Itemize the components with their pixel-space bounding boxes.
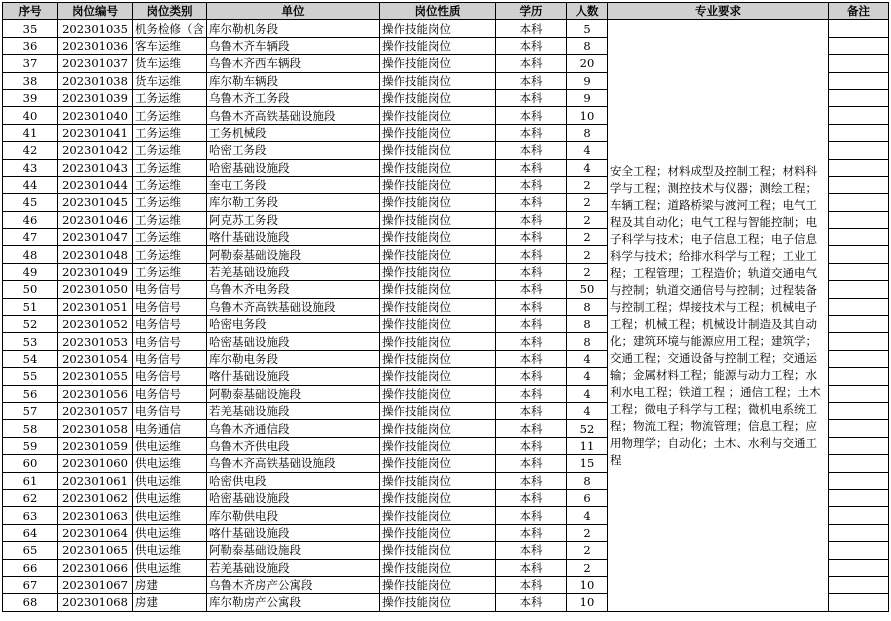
position-nature: 操作技能岗位: [380, 229, 496, 246]
headcount: 4: [567, 159, 608, 176]
header-nature: 岗位性质: [380, 3, 496, 20]
position-code: 202301049: [58, 263, 133, 280]
row-number: 35: [3, 20, 58, 37]
note-cell: [829, 142, 889, 159]
position-code: 202301056: [58, 385, 133, 402]
education: 本科: [496, 559, 567, 576]
row-number: 50: [3, 281, 58, 298]
row-number: 51: [3, 298, 58, 315]
note-cell: [829, 229, 889, 246]
position-category: 工务运维: [133, 124, 207, 141]
position-nature: 操作技能岗位: [380, 316, 496, 333]
row-number: 56: [3, 385, 58, 402]
position-nature: 操作技能岗位: [380, 246, 496, 263]
note-cell: [829, 524, 889, 541]
position-category: 供电运维: [133, 472, 207, 489]
education: 本科: [496, 107, 567, 124]
unit-name: 乌鲁木齐西车辆段: [207, 55, 380, 72]
header-no: 序号: [3, 3, 58, 20]
headcount: 8: [567, 124, 608, 141]
education: 本科: [496, 420, 567, 437]
header-row: [3, 3, 889, 20]
row-number: 64: [3, 524, 58, 541]
row-number: 37: [3, 55, 58, 72]
note-cell: [829, 437, 889, 454]
position-nature: 操作技能岗位: [380, 20, 496, 37]
position-code: 202301065: [58, 542, 133, 559]
position-code: 202301062: [58, 489, 133, 506]
education: 本科: [496, 472, 567, 489]
row-number: 48: [3, 246, 58, 263]
position-category: 电务信号: [133, 281, 207, 298]
unit-name: 乌鲁木齐房产公寓段: [207, 576, 380, 593]
unit-name: 库尔勒房产公寓段: [207, 594, 380, 611]
position-category: 工务运维: [133, 229, 207, 246]
headcount: 20: [567, 55, 608, 72]
education: 本科: [496, 489, 567, 506]
unit-name: 乌鲁木齐工务段: [207, 89, 380, 106]
position-category: 供电运维: [133, 542, 207, 559]
position-code: 202301048: [58, 246, 133, 263]
education: 本科: [496, 176, 567, 193]
row-number: 38: [3, 72, 58, 89]
position-code: 202301064: [58, 524, 133, 541]
note-cell: [829, 402, 889, 419]
education: 本科: [496, 437, 567, 454]
unit-name: 若羌基础设施段: [207, 559, 380, 576]
education: 本科: [496, 246, 567, 263]
education: 本科: [496, 229, 567, 246]
education: 本科: [496, 159, 567, 176]
education: 本科: [496, 368, 567, 385]
education: 本科: [496, 350, 567, 367]
headcount: 9: [567, 89, 608, 106]
position-nature: 操作技能岗位: [380, 385, 496, 402]
position-code: 202301046: [58, 211, 133, 228]
headcount: 10: [567, 594, 608, 611]
education: 本科: [496, 89, 567, 106]
row-number: 57: [3, 402, 58, 419]
row-number: 45: [3, 194, 58, 211]
position-category: 电务信号: [133, 368, 207, 385]
education: 本科: [496, 55, 567, 72]
table-body: [3, 20, 889, 611]
unit-name: 哈密电务段: [207, 316, 380, 333]
education: 本科: [496, 316, 567, 333]
position-code: 202301040: [58, 107, 133, 124]
position-category: 工务运维: [133, 194, 207, 211]
education: 本科: [496, 37, 567, 54]
note-cell: [829, 89, 889, 106]
position-category: 房建: [133, 576, 207, 593]
education: 本科: [496, 72, 567, 89]
note-cell: [829, 72, 889, 89]
row-number: 41: [3, 124, 58, 141]
education: 本科: [496, 402, 567, 419]
headcount: 2: [567, 246, 608, 263]
position-nature: 操作技能岗位: [380, 472, 496, 489]
note-cell: [829, 107, 889, 124]
row-number: 52: [3, 316, 58, 333]
position-code: 202301038: [58, 72, 133, 89]
row-number: 39: [3, 89, 58, 106]
note-cell: [829, 316, 889, 333]
position-category: 供电运维: [133, 455, 207, 472]
position-code: 202301042: [58, 142, 133, 159]
row-number: 68: [3, 594, 58, 611]
position-category: 供电运维: [133, 489, 207, 506]
note-cell: [829, 246, 889, 263]
position-nature: 操作技能岗位: [380, 594, 496, 611]
recruitment-table-container: [2, 2, 889, 612]
position-nature: 操作技能岗位: [380, 368, 496, 385]
note-cell: [829, 194, 889, 211]
position-category: 房建: [133, 594, 207, 611]
position-category: 供电运维: [133, 524, 207, 541]
note-cell: [829, 159, 889, 176]
header-code: 岗位编号: [58, 3, 133, 20]
row-number: 65: [3, 542, 58, 559]
headcount: 5: [567, 20, 608, 37]
education: 本科: [496, 194, 567, 211]
unit-name: 乌鲁木齐供电段: [207, 437, 380, 454]
position-nature: 操作技能岗位: [380, 542, 496, 559]
unit-name: 乌鲁木齐通信段: [207, 420, 380, 437]
position-category: 工务运维: [133, 159, 207, 176]
note-cell: [829, 542, 889, 559]
position-nature: 操作技能岗位: [380, 211, 496, 228]
position-nature: 操作技能岗位: [380, 333, 496, 350]
position-code: 202301067: [58, 576, 133, 593]
headcount: 2: [567, 211, 608, 228]
headcount: 2: [567, 542, 608, 559]
education: 本科: [496, 142, 567, 159]
position-code: 202301066: [58, 559, 133, 576]
position-category: 电务通信: [133, 420, 207, 437]
unit-name: 库尔勒电务段: [207, 350, 380, 367]
unit-name: 哈密基础设施段: [207, 489, 380, 506]
position-nature: 操作技能岗位: [380, 263, 496, 280]
note-cell: [829, 489, 889, 506]
position-code: 202301068: [58, 594, 133, 611]
position-code: 202301055: [58, 368, 133, 385]
position-code: 202301059: [58, 437, 133, 454]
position-nature: 操作技能岗位: [380, 437, 496, 454]
headcount: 8: [567, 298, 608, 315]
education: 本科: [496, 542, 567, 559]
row-number: 54: [3, 350, 58, 367]
position-category: 电务信号: [133, 402, 207, 419]
note-cell: [829, 55, 889, 72]
unit-name: 若羌基础设施段: [207, 263, 380, 280]
education: 本科: [496, 263, 567, 280]
education: 本科: [496, 385, 567, 402]
row-number: 44: [3, 176, 58, 193]
headcount: 4: [567, 368, 608, 385]
headcount: 4: [567, 507, 608, 524]
note-cell: [829, 594, 889, 611]
headcount: 52: [567, 420, 608, 437]
position-category: 工务运维: [133, 89, 207, 106]
position-code: 202301057: [58, 402, 133, 419]
unit-name: 库尔勒车辆段: [207, 72, 380, 89]
header-education: 学历: [496, 3, 567, 20]
note-cell: [829, 211, 889, 228]
position-code: 202301063: [58, 507, 133, 524]
headcount: 10: [567, 576, 608, 593]
note-cell: [829, 385, 889, 402]
row-number: 49: [3, 263, 58, 280]
row-number: 55: [3, 368, 58, 385]
row-number: 61: [3, 472, 58, 489]
headcount: 15: [567, 455, 608, 472]
header-note: 备注: [829, 3, 889, 20]
position-category: 工务运维: [133, 246, 207, 263]
position-nature: 操作技能岗位: [380, 576, 496, 593]
headcount: 50: [567, 281, 608, 298]
unit-name: 喀什基础设施段: [207, 368, 380, 385]
major-requirement: 安全工程；材料成型及控制工程；材料科学与工程；测控技术与仪器；测绘工程；车辆工程；道路桥梁与渡河工程；电气工程及其自动化；电气工程与智能控制；电子科学与技术；电子信息工程；电子信息科学与技术；给排水科学与工程；工业工程；工程管理；工程造价；轨道交通电气与控制；轨道交通信号与控制；过程装备与控制工程；焊接技术与工程；机械电子工程；机械工程；机械设计制造及其自动化；建筑环境与能源应用工程；建筑学；交通工程；交通设备与控制工程；交通运输；金属材料工程；能源与动力工程；水利水电工程；铁道工程 ；通信工程；土木工程；微电子科学与工程；微机电系统工程；物流工程；物流管理；信息工程；应用物理学；自动化；土木、水利与交通工程: [608, 20, 829, 611]
row-number: 53: [3, 333, 58, 350]
position-nature: 操作技能岗位: [380, 524, 496, 541]
note-cell: [829, 576, 889, 593]
position-category: 机务检修（含: [133, 20, 207, 37]
headcount: 2: [567, 229, 608, 246]
position-nature: 操作技能岗位: [380, 37, 496, 54]
position-category: 工务运维: [133, 211, 207, 228]
note-cell: [829, 298, 889, 315]
headcount: 2: [567, 263, 608, 280]
position-category: 工务运维: [133, 107, 207, 124]
position-code: 202301045: [58, 194, 133, 211]
note-cell: [829, 455, 889, 472]
unit-name: 若羌基础设施段: [207, 402, 380, 419]
position-code: 202301035: [58, 20, 133, 37]
position-nature: 操作技能岗位: [380, 89, 496, 106]
education: 本科: [496, 281, 567, 298]
header-category: 岗位类别: [133, 3, 207, 20]
unit-name: 库尔勒工务段: [207, 194, 380, 211]
unit-name: 阿勒泰基础设施段: [207, 385, 380, 402]
unit-name: 奎屯工务段: [207, 176, 380, 193]
row-number: 42: [3, 142, 58, 159]
position-code: 202301052: [58, 316, 133, 333]
headcount: 11: [567, 437, 608, 454]
position-nature: 操作技能岗位: [380, 159, 496, 176]
note-cell: [829, 559, 889, 576]
position-nature: 操作技能岗位: [380, 142, 496, 159]
recruitment-table: [2, 2, 889, 612]
position-code: 202301050: [58, 281, 133, 298]
note-cell: [829, 176, 889, 193]
note-cell: [829, 472, 889, 489]
row-number: 66: [3, 559, 58, 576]
note-cell: [829, 37, 889, 54]
row-number: 43: [3, 159, 58, 176]
headcount: 2: [567, 176, 608, 193]
position-category: 工务运维: [133, 176, 207, 193]
header-count: 人数: [567, 3, 608, 20]
position-nature: 操作技能岗位: [380, 420, 496, 437]
position-category: 货车运维: [133, 72, 207, 89]
position-category: 电务信号: [133, 298, 207, 315]
row-number: 47: [3, 229, 58, 246]
position-category: 工务运维: [133, 142, 207, 159]
position-code: 202301047: [58, 229, 133, 246]
position-nature: 操作技能岗位: [380, 107, 496, 124]
position-nature: 操作技能岗位: [380, 55, 496, 72]
education: 本科: [496, 333, 567, 350]
headcount: 8: [567, 316, 608, 333]
row-number: 46: [3, 211, 58, 228]
row-number: 40: [3, 107, 58, 124]
position-category: 供电运维: [133, 507, 207, 524]
position-nature: 操作技能岗位: [380, 124, 496, 141]
note-cell: [829, 263, 889, 280]
position-category: 供电运维: [133, 437, 207, 454]
unit-name: 阿勒泰基础设施段: [207, 246, 380, 263]
position-code: 202301061: [58, 472, 133, 489]
unit-name: 阿克苏工务段: [207, 211, 380, 228]
row-number: 67: [3, 576, 58, 593]
row-number: 59: [3, 437, 58, 454]
header-major: 专业要求: [608, 3, 829, 20]
unit-name: 库尔勒供电段: [207, 507, 380, 524]
position-nature: 操作技能岗位: [380, 72, 496, 89]
education: 本科: [496, 594, 567, 611]
education: 本科: [496, 124, 567, 141]
unit-name: 乌鲁木齐高铁基础设施段: [207, 107, 380, 124]
header-unit: 单位: [207, 3, 380, 20]
position-code: 202301037: [58, 55, 133, 72]
position-nature: 操作技能岗位: [380, 402, 496, 419]
position-code: 202301041: [58, 124, 133, 141]
unit-name: 喀什基础设施段: [207, 229, 380, 246]
position-nature: 操作技能岗位: [380, 559, 496, 576]
note-cell: [829, 350, 889, 367]
unit-name: 库尔勒机务段: [207, 20, 380, 37]
headcount: 10: [567, 107, 608, 124]
position-code: 202301054: [58, 350, 133, 367]
headcount: 4: [567, 350, 608, 367]
position-category: 电务信号: [133, 350, 207, 367]
position-nature: 操作技能岗位: [380, 350, 496, 367]
note-cell: [829, 281, 889, 298]
position-code: 202301039: [58, 89, 133, 106]
position-category: 工务运维: [133, 263, 207, 280]
headcount: 4: [567, 402, 608, 419]
headcount: 2: [567, 194, 608, 211]
position-category: 电务信号: [133, 385, 207, 402]
unit-name: 喀什基础设施段: [207, 524, 380, 541]
note-cell: [829, 124, 889, 141]
education: 本科: [496, 298, 567, 315]
position-code: 202301043: [58, 159, 133, 176]
unit-name: 哈密供电段: [207, 472, 380, 489]
headcount: 9: [567, 72, 608, 89]
position-code: 202301051: [58, 298, 133, 315]
note-cell: [829, 507, 889, 524]
note-cell: [829, 20, 889, 37]
position-code: 202301044: [58, 176, 133, 193]
position-category: 电务信号: [133, 316, 207, 333]
unit-name: 阿勒泰基础设施段: [207, 542, 380, 559]
education: 本科: [496, 455, 567, 472]
position-nature: 操作技能岗位: [380, 455, 496, 472]
unit-name: 乌鲁木齐电务段: [207, 281, 380, 298]
position-code: 202301053: [58, 333, 133, 350]
position-nature: 操作技能岗位: [380, 507, 496, 524]
unit-name: 乌鲁木齐车辆段: [207, 37, 380, 54]
headcount: 8: [567, 472, 608, 489]
position-nature: 操作技能岗位: [380, 298, 496, 315]
position-nature: 操作技能岗位: [380, 489, 496, 506]
unit-name: 乌鲁木齐高铁基础设施段: [207, 298, 380, 315]
unit-name: 乌鲁木齐高铁基础设施段: [207, 455, 380, 472]
note-cell: [829, 368, 889, 385]
table-row: [3, 20, 889, 37]
education: 本科: [496, 507, 567, 524]
row-number: 36: [3, 37, 58, 54]
education: 本科: [496, 211, 567, 228]
note-cell: [829, 420, 889, 437]
note-cell: [829, 333, 889, 350]
headcount: 8: [567, 37, 608, 54]
education: 本科: [496, 524, 567, 541]
position-code: 202301058: [58, 420, 133, 437]
position-category: 供电运维: [133, 559, 207, 576]
headcount: 8: [567, 333, 608, 350]
position-nature: 操作技能岗位: [380, 176, 496, 193]
position-code: 202301060: [58, 455, 133, 472]
unit-name: 哈密工务段: [207, 142, 380, 159]
headcount: 4: [567, 142, 608, 159]
unit-name: 哈密基础设施段: [207, 333, 380, 350]
position-nature: 操作技能岗位: [380, 281, 496, 298]
row-number: 60: [3, 455, 58, 472]
row-number: 58: [3, 420, 58, 437]
unit-name: 哈密基础设施段: [207, 159, 380, 176]
unit-name: 工务机械段: [207, 124, 380, 141]
headcount: 2: [567, 559, 608, 576]
position-category: 客车运维: [133, 37, 207, 54]
position-nature: 操作技能岗位: [380, 194, 496, 211]
row-number: 63: [3, 507, 58, 524]
headcount: 6: [567, 489, 608, 506]
education: 本科: [496, 20, 567, 37]
position-category: 货车运维: [133, 55, 207, 72]
position-category: 电务信号: [133, 333, 207, 350]
education: 本科: [496, 576, 567, 593]
headcount: 2: [567, 524, 608, 541]
position-code: 202301036: [58, 37, 133, 54]
row-number: 62: [3, 489, 58, 506]
headcount: 4: [567, 385, 608, 402]
